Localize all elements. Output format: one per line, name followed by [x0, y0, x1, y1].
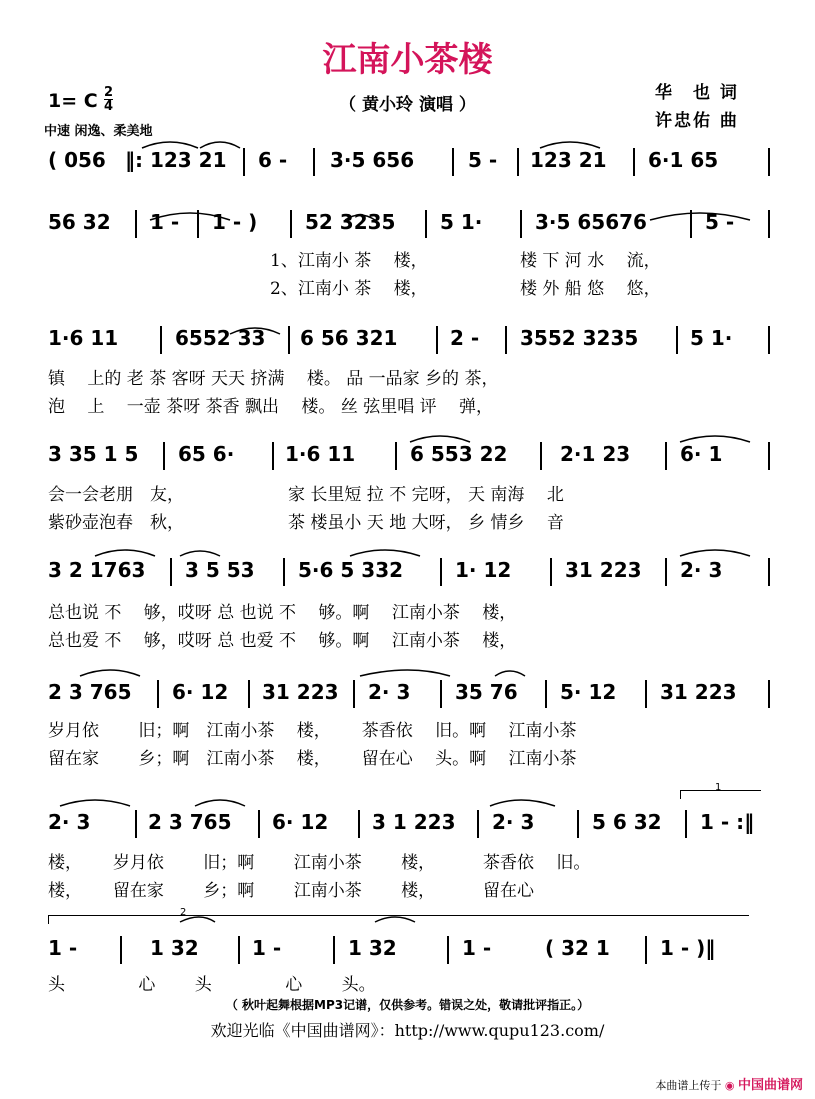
barline — [440, 558, 442, 586]
measure: ( 32 1 — [545, 936, 610, 960]
measure: 2 3 765 — [48, 680, 132, 704]
barline — [258, 810, 260, 838]
barline — [160, 326, 162, 354]
lyric-line-2b: 茶 楼虽小 天 地 大呀， 乡 情乡 音 — [288, 513, 564, 533]
measure: 123 21 — [530, 148, 607, 172]
barline — [477, 810, 479, 838]
barline — [135, 810, 137, 838]
measure: 3 2 1763 — [48, 558, 146, 582]
measure: 5· 12 — [560, 680, 617, 704]
barline — [452, 148, 454, 176]
lyricist-credit: 华 也 词 — [655, 83, 739, 103]
measure: 2·1 23 — [560, 442, 631, 466]
barline — [768, 558, 770, 586]
upload-prefix: 本曲谱上传于 — [655, 1079, 722, 1092]
measure: 2· 3 — [48, 810, 91, 834]
barline — [333, 936, 335, 964]
barline — [768, 680, 770, 708]
barline — [436, 326, 438, 354]
measure: 56 32 — [48, 210, 111, 234]
barline — [676, 326, 678, 354]
measure: 6 56 321 — [300, 326, 398, 350]
measure: 6· 12 — [272, 810, 329, 834]
barline — [540, 442, 542, 470]
lyric-line-2: 总也爱 不 够，哎呀 总 也爱 不 够。啊 江南小茶 楼， — [48, 631, 517, 651]
measure: 6 - — [258, 148, 288, 172]
barline — [425, 210, 427, 238]
barline — [157, 680, 159, 708]
measure: 1 - )‖ — [660, 936, 716, 960]
barline — [283, 558, 285, 586]
barline — [163, 442, 165, 470]
lyric-line-2: 留在家 乡；啊 江南小茶 楼， 留在心 头。啊 江南小茶 — [48, 749, 577, 769]
composer-credit: 许忠佑 曲 — [655, 111, 739, 131]
time-signature-top: 2 — [104, 85, 114, 100]
barline — [447, 936, 449, 964]
barline — [577, 810, 579, 838]
barline — [645, 680, 647, 708]
barline — [358, 810, 360, 838]
barline — [505, 326, 507, 354]
barline — [313, 148, 315, 176]
lyric-line-1: 镇 上的 老 茶 客呀 天天 挤满 楼。 品 一品家 乡的 茶， — [48, 369, 499, 389]
site-logo-icon: ◉ — [724, 1079, 735, 1092]
barline — [395, 442, 397, 470]
barline — [665, 442, 667, 470]
measure: 5 1· — [440, 210, 483, 234]
measure: 5 - — [705, 210, 735, 234]
tempo-marking: 中速 闲逸、柔美地 — [44, 124, 153, 139]
lyric-line-1: 总也说 不 够，哎呀 总 也说 不 够。啊 江南小茶 楼， — [48, 603, 517, 623]
measure: 6· 12 — [172, 680, 229, 704]
measure: 1 - — [252, 936, 282, 960]
barline — [768, 210, 770, 238]
measure: 6 553 22 — [410, 442, 508, 466]
barline — [243, 148, 245, 176]
measure: 6552 33 — [175, 326, 266, 350]
measure: 3 1 223 — [372, 810, 456, 834]
measure: 52 3235 — [305, 210, 396, 234]
measure: 31 223 — [262, 680, 339, 704]
measure: 65 6· — [178, 442, 235, 466]
barline — [290, 210, 292, 238]
barline — [768, 442, 770, 470]
measure: 5·6 5 332 — [298, 558, 404, 582]
measure: 31 223 — [660, 680, 737, 704]
barline — [170, 558, 172, 586]
measure: 3·5 656 — [330, 148, 415, 172]
lyric-line-2a: 紫砂壶泡春 秋， — [48, 513, 184, 533]
barline — [120, 936, 122, 964]
lyric-line-2b: 楼 外 船 悠 悠， — [520, 279, 661, 299]
barline — [197, 210, 199, 238]
measure: 1·6 11 — [48, 326, 119, 350]
measure: ‖: 123 21 — [125, 148, 227, 172]
lyric-line-1b: 楼 下 河 水 流， — [520, 251, 661, 271]
barline — [517, 148, 519, 176]
barline — [665, 558, 667, 586]
key-signature: 1= C — [48, 90, 98, 112]
measure: 1· 12 — [455, 558, 512, 582]
measure: 2· 3 — [368, 680, 411, 704]
lyric-line-2a: 2、江南小 茶 楼， — [270, 279, 428, 299]
site-brand: 中国曲谱网 — [737, 1078, 803, 1093]
barline — [272, 442, 274, 470]
welcome-banner[interactable]: 欢迎光临《中国曲谱网》：http://www.qupu123.com/ — [210, 1021, 605, 1040]
measure: 1 - ) — [212, 210, 258, 234]
measure: 1 32 — [150, 936, 199, 960]
barline — [768, 148, 770, 176]
measure: 1 - :‖ — [700, 810, 755, 834]
measure: 5 - — [468, 148, 498, 172]
transcription-note: （ 秋叶起舞根据MP3记谱，仅供参考。错误之处，敬请批评指正。） — [225, 998, 590, 1012]
barline — [550, 558, 552, 586]
measure: ( 056 — [48, 148, 106, 172]
measure: 2· 3 — [680, 558, 723, 582]
lyric-line-2: 楼， 留在家 乡；啊 江南小茶 楼， 留在心 — [48, 881, 535, 901]
barline — [545, 680, 547, 708]
lyric-line-1b: 家 长里短 拉 不 完呀， 天 南海 北 — [288, 485, 564, 505]
measure: 5 6 32 — [592, 810, 662, 834]
barline — [238, 936, 240, 964]
measure: 2· 3 — [492, 810, 535, 834]
barline — [440, 680, 442, 708]
barline — [685, 810, 687, 838]
lyric-line-1: 头 心 头 心 头。 — [48, 975, 376, 995]
measure: 1·6 11 — [285, 442, 356, 466]
barline — [248, 680, 250, 708]
measure: 6·1 65 — [648, 148, 719, 172]
barline — [520, 210, 522, 238]
measure: 1 - — [150, 210, 180, 234]
measure: 1 32 — [348, 936, 397, 960]
barline — [135, 210, 137, 238]
barline — [633, 148, 635, 176]
time-signature-bottom: 4 — [104, 99, 114, 114]
lyric-line-1a: 1、江南小 茶 楼， — [270, 251, 428, 271]
measure: 35 76 — [455, 680, 518, 704]
lyric-line-1a: 会一会老朋 友， — [48, 485, 184, 505]
measure: 6· 1 — [680, 442, 723, 466]
measure: 3 35 1 5 — [48, 442, 139, 466]
measure: 2 3 765 — [148, 810, 232, 834]
volta-2-bracket — [48, 915, 749, 924]
time-signature — [104, 86, 113, 113]
lyric-line-1: 岁月依 旧；啊 江南小茶 楼， 茶香依 旧。啊 江南小茶 — [48, 721, 577, 741]
singer-line: （ 黄小玲 演唱 ） — [339, 95, 476, 115]
measure: 31 223 — [565, 558, 642, 582]
volta-2-label: 2 — [180, 907, 187, 918]
measure: 3552 3235 — [520, 326, 639, 350]
barline — [353, 680, 355, 708]
barline — [690, 210, 692, 238]
barline — [768, 326, 770, 354]
measure: 2 - — [450, 326, 480, 350]
measure: 3·5 65676 — [535, 210, 647, 234]
lyric-line-2: 泡 上 一壶 茶呀 茶香 飘出 楼。 丝 弦里唱 评 弹， — [48, 397, 494, 417]
lyric-line-1: 楼， 岁月依 旧；啊 江南小茶 楼， 茶香依 旧。 — [48, 853, 591, 873]
upload-watermark — [655, 1074, 803, 1093]
barline — [288, 326, 290, 354]
barline — [645, 936, 647, 964]
song-title: 江南小茶楼 — [322, 40, 493, 80]
measure: 5 1· — [690, 326, 733, 350]
measure: 1 - — [462, 936, 492, 960]
measure: 3 5 53 — [185, 558, 255, 582]
measure: 1 - — [48, 936, 78, 960]
volta-1-label: 1 — [715, 782, 722, 793]
